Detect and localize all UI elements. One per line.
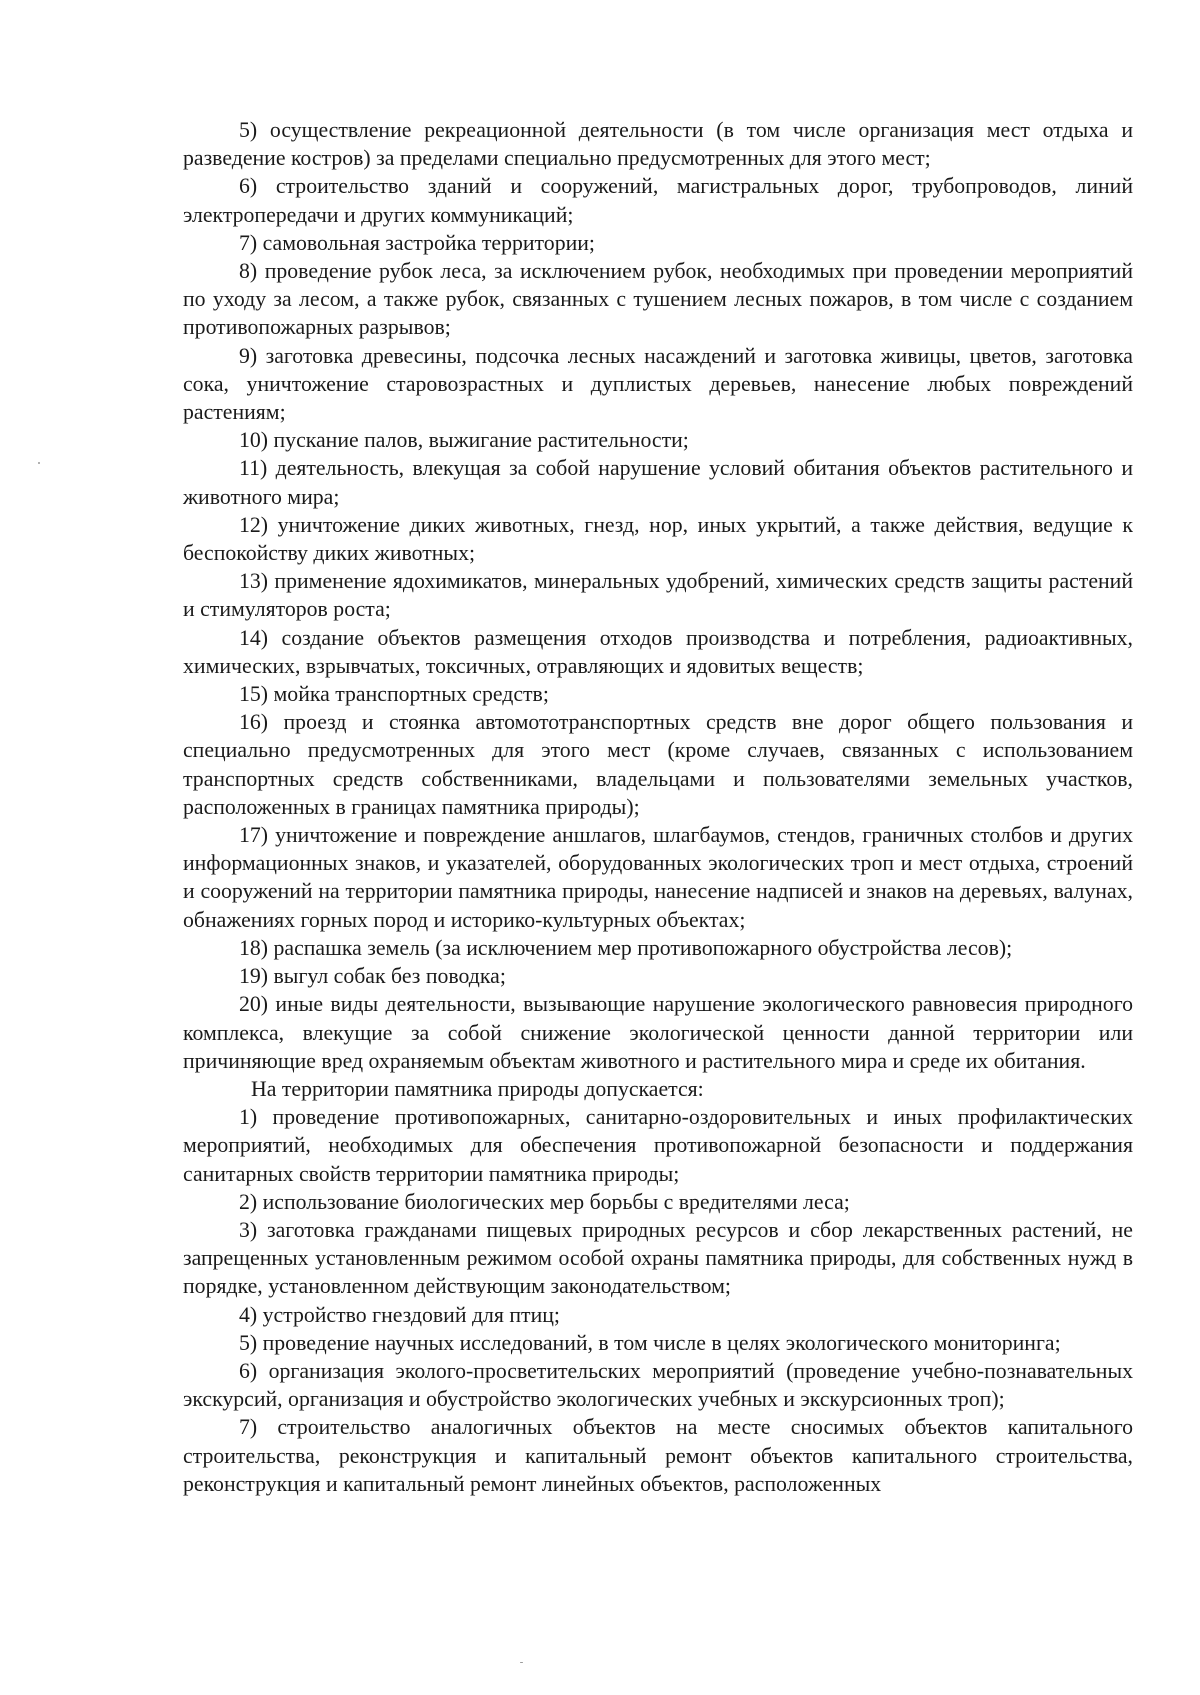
list-item: 16) проезд и стоянка автомототранспортных средств вне дорог общего пользования и специально предусмотренных для этого мест (кроме случаев, связанных с использованием транспортных средств собственниками, владельцами и пользователями земельных участков, расположенных в границах памятника природы);	[183, 710, 1133, 819]
document-page	[183, 116, 1133, 1498]
list-item: 13) применение ядохимикатов, минеральных удобрений, химических средств защиты растений и стимуляторов роста;	[183, 569, 1133, 622]
list-item: 7) строительство аналогичных объектов на месте сносимых объектов капитального строительства, реконструкция и капитальный ремонт объектов капитального строительства, реконструкция и капитальный ремонт линейных объектов, расположенных	[183, 1415, 1133, 1496]
list-item: 12) уничтожение диких животных, гнезд, нор, иных укрытий, а также действия, ведущие к беспокойству диких животных;	[183, 512, 1133, 566]
list-item: 18) распашка земель (за исключением мер противопожарного обустройства лесов);	[239, 935, 1013, 960]
list-item: 11) деятельность, влекущая за собой нарушение условий обитания объектов растительного и животного мира;	[183, 456, 1133, 509]
list-item: 5) осуществление рекреационной деятельности (в том числе организация мест отдыха и разведение костров) за пределами специально предусмотренных для этого мест;	[183, 118, 1133, 171]
list-item: 15) мойка транспортных средств;	[239, 682, 549, 707]
list-item: 4) устройство гнездовий для птиц;	[239, 1302, 560, 1327]
prohibited-list	[183, 116, 1133, 1075]
list-item: 8) проведение рубок леса, за исключением рубок, необходимых при проведении мероприятий по уходу за лесом, а также рубок, связанных с тушением лесных пожаров, в том числе с созданием противопожарных разрывов;	[183, 259, 1133, 340]
list-item: 1) проведение противопожарных, санитарно-оздоровительных и иных профилактических мероприятий, необходимых для обеспечения противопожарной безопасности и поддержания санитарных свойств территории памятника природы;	[183, 1105, 1133, 1186]
list-item: 20) иные виды деятельности, вызывающие нарушение экологического равновесия природного комплекса, влекущие за собой снижение экологической ценности данной территории или причиняющие вред охраняемым объектам животного и растительного мира и среде их обитания.	[183, 992, 1133, 1073]
list-item: 17) уничтожение и повреждение аншлагов, шлагбаумов, стендов, граничных столбов и других информационных знаков, и указателей, оборудованных экологических троп и мест отдыха, строений и сооружений на территории памятника природы, нанесение надписей и знаков на деревьях, валунах, обнажениях горных пород и историко-культурных объектах;	[183, 823, 1133, 932]
list-item: 7) самовольная застройка территории;	[239, 230, 595, 255]
scan-speck	[38, 462, 40, 464]
list-item: 14) создание объектов размещения отходов производства и потребления, радиоактивных, химических, взрывчатых, токсичных, отравляющих и ядовитых веществ;	[183, 625, 1133, 678]
list-item: 6) организация эколого-просветительских мероприятий (проведение учебно-познавательных экскурсий, организация и обустройство экологических учебных и экскурсионных троп);	[183, 1358, 1133, 1412]
list-item: 6) строительство зданий и сооружений, магистральных дорог, трубопроводов, линий электропередачи и других коммуникаций;	[183, 174, 1133, 227]
list-item: 9) заготовка древесины, подсочка лесных насаждений и заготовка живицы, цветов, заготовка сока, уничтожение старовозрастных и дуплистых деревьев, нанесение любых повреждений растениям;	[183, 343, 1133, 425]
scan-speck	[520, 1662, 523, 1663]
allowed-intro: На территории памятника природы допускается:	[251, 1076, 704, 1101]
list-item: 5) проведение научных исследований, в том числе в целях экологического мониторинга;	[239, 1330, 1061, 1355]
list-item: 19) выгул собак без поводка;	[239, 964, 506, 989]
list-item: 10) пускание палов, выжигание растительности;	[239, 428, 689, 453]
allowed-list	[183, 1103, 1133, 1498]
list-item: 2) использование биологических мер борьбы с вредителями леса;	[239, 1189, 850, 1214]
list-item: 3) заготовка гражданами пищевых природных ресурсов и сбор лекарственных растений, не запрещенных установленным режимом особой охраны памятника природы, для собственных нужд в порядке, установленном действующим законодательством;	[183, 1217, 1133, 1299]
